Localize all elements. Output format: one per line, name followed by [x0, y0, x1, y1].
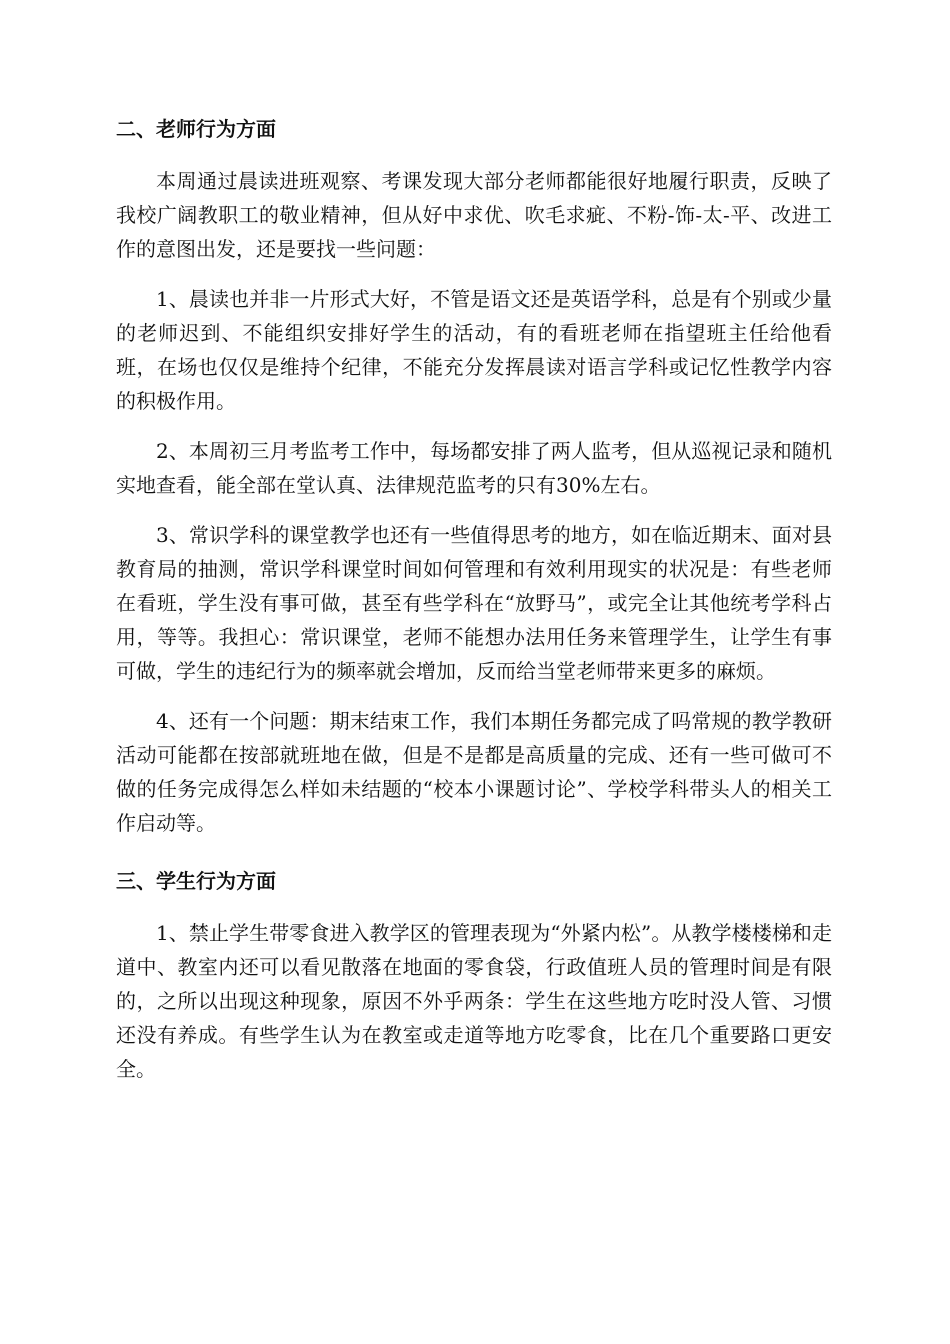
paragraph-teacher-intro: 本周通过晨读进班观察、考课发现大部分老师都能很好地履行职责，反映了我校广阔教职工的敬业精神，但从好中求优、吹毛求疵、不粉-饰-太-平、改进工作的意图出发，还是要找一些问题：: [116, 169, 832, 261]
document-body: [116, 112, 832, 1086]
paragraph-teacher-item-1: 1、晨读也并非一片形式大好，不管是语文还是英语学科，总是有个别或少量的老师迟到、不能组织安排好学生的活动，有的看班老师在指望班主任给他看班，在场也仅仅是维持个纪律，不能充分发挥晨读对语言学科或记忆性教学内容的积极作用。: [116, 287, 832, 413]
paragraph-student-item-1: 1、禁止学生带零食进入教学区的管理表现为“外紧内松”。从教学楼楼梯和走道中、教室内还可以看见散落在地面的零食袋，行政值班人员的管理时间是有限的，之所以出现这种现象，原因不外乎两条：学生在这些地方吃时没人管、习惯还没有养成。有些学生认为在教室或走道等地方吃零食，比在几个重要路口更安全。: [116, 921, 832, 1081]
section-heading-teacher-behavior: 二、老师行为方面: [116, 117, 276, 141]
section-spacer: [116, 856, 832, 864]
section-heading-student-behavior: 三、学生行为方面: [116, 869, 276, 893]
paragraph-teacher-item-4: 4、还有一个问题：期末结束工作，我们本期任务都完成了吗常规的教学教研活动可能都在按部就班地在做，但是不是都是高质量的完成、还有一些可做可不做的任务完成得怎么样如未结题的“校本小课题讨论”、学校学科带头人的相关工作启动等。: [116, 709, 832, 835]
paragraph-teacher-item-3: 3、常识学科的课堂教学也还有一些值得思考的地方，如在临近期末、面对县教育局的抽测，常识学科课堂时间如何管理和有效利用现实的状况是：有些老师在看班，学生没有事可做，甚至有些学科在“放野马”，或完全让其他统考学科占用，等等。我担心：常识课堂，老师不能想办法用任务来管理学生，让学生有事可做，学生的违纪行为的频率就会增加，反而给当堂老师带来更多的麻烦。: [116, 523, 832, 683]
paragraph-teacher-item-2: 2、本周初三月考监考工作中，每场都安排了两人监考，但从巡视记录和随机实地查看，能全部在堂认真、法律规范监考的只有30%左右。: [116, 439, 832, 497]
